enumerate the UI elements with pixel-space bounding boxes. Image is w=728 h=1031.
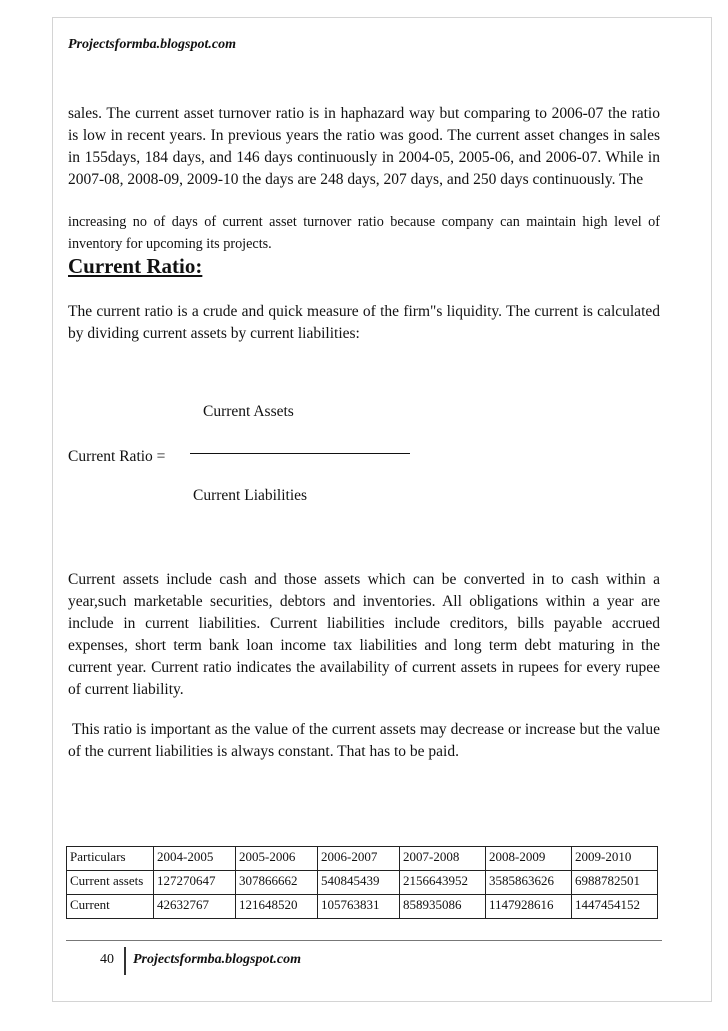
formula-numerator: Current Assets bbox=[203, 403, 294, 420]
header-site-name: Projectsformba.blogspot.com bbox=[68, 37, 236, 52]
table-cell: Current assets bbox=[67, 871, 154, 895]
footer-divider bbox=[66, 940, 662, 941]
table-row bbox=[67, 871, 658, 895]
table-cell: 3585863626 bbox=[486, 871, 572, 895]
table-cell: 6988782501 bbox=[572, 871, 658, 895]
page-number: 40 bbox=[100, 952, 114, 967]
intro-paragraph-tail: increasing no of days of current asset turnover ratio because company can maintain high level of inventory for upcoming its projects. bbox=[68, 214, 660, 252]
table-cell: 540845439 bbox=[318, 871, 400, 895]
importance-paragraph: This ratio is important as the value of the current assets may decrease or increase but the value of the current liabilities is always constant. That has to be paid. bbox=[68, 721, 660, 760]
table-cell: 858935086 bbox=[400, 895, 486, 919]
table-header-cell: Particulars bbox=[67, 847, 154, 871]
table-header-cell: 2004-2005 bbox=[154, 847, 236, 871]
table-cell: 127270647 bbox=[154, 871, 236, 895]
formula-fraction-bar bbox=[190, 453, 410, 454]
table-header-cell: 2007-2008 bbox=[400, 847, 486, 871]
intro-paragraph: sales. The current asset turnover ratio is in haphazard way but comparing to 2006-07 the ratio is low in recent years. In previous years the ratio was good. The current asset changes in sales in 155days, 184 days, and 146 days continuously in 2004-05, 2005-06, and 2006-07. While in 2007-08, 2008-09, 2009-10 the days are 248 days, 207 days, and 250 days continuously. The bbox=[68, 105, 660, 188]
current-ratio-table bbox=[66, 846, 658, 919]
explanation-paragraph: Current assets include cash and those assets which can be converted in to cash within a year,such marketable securities, debtors and inventories. All obligations within a year are include in current liabilities. Current liabilities include creditors, bills payable accrued expenses, short term bank loan income tax liabilities and long term debt maturing in the current year. Current ratio indicates the availability of current assets in rupees for every rupee of current liability. bbox=[68, 571, 660, 698]
table-cell: 1147928616 bbox=[486, 895, 572, 919]
table-header-row bbox=[67, 847, 658, 871]
footer-separator bbox=[124, 947, 126, 975]
table-header-cell: 2008-2009 bbox=[486, 847, 572, 871]
table-cell: 2156643952 bbox=[400, 871, 486, 895]
formula-denominator: Current Liabilities bbox=[193, 487, 308, 504]
table-cell: 121648520 bbox=[236, 895, 318, 919]
table-header-cell: 2009-2010 bbox=[572, 847, 658, 871]
table-header-cell: 2006-2007 bbox=[318, 847, 400, 871]
table-cell: 1447454152 bbox=[572, 895, 658, 919]
footer-site-name: Projectsformba.blogspot.com bbox=[133, 952, 301, 967]
table-cell: 105763831 bbox=[318, 895, 400, 919]
section-heading: Current Ratio: bbox=[68, 254, 203, 278]
definition-paragraph: The current ratio is a crude and quick measure of the firm"s liquidity. The current is calculated by dividing current assets by current liabilities: bbox=[68, 303, 660, 342]
table-cell: 42632767 bbox=[154, 895, 236, 919]
table-header-cell: 2005-2006 bbox=[236, 847, 318, 871]
table-cell: 307866662 bbox=[236, 871, 318, 895]
table-cell: Current bbox=[67, 895, 154, 919]
table-row bbox=[67, 895, 658, 919]
formula-label: Current Ratio = bbox=[68, 448, 166, 465]
